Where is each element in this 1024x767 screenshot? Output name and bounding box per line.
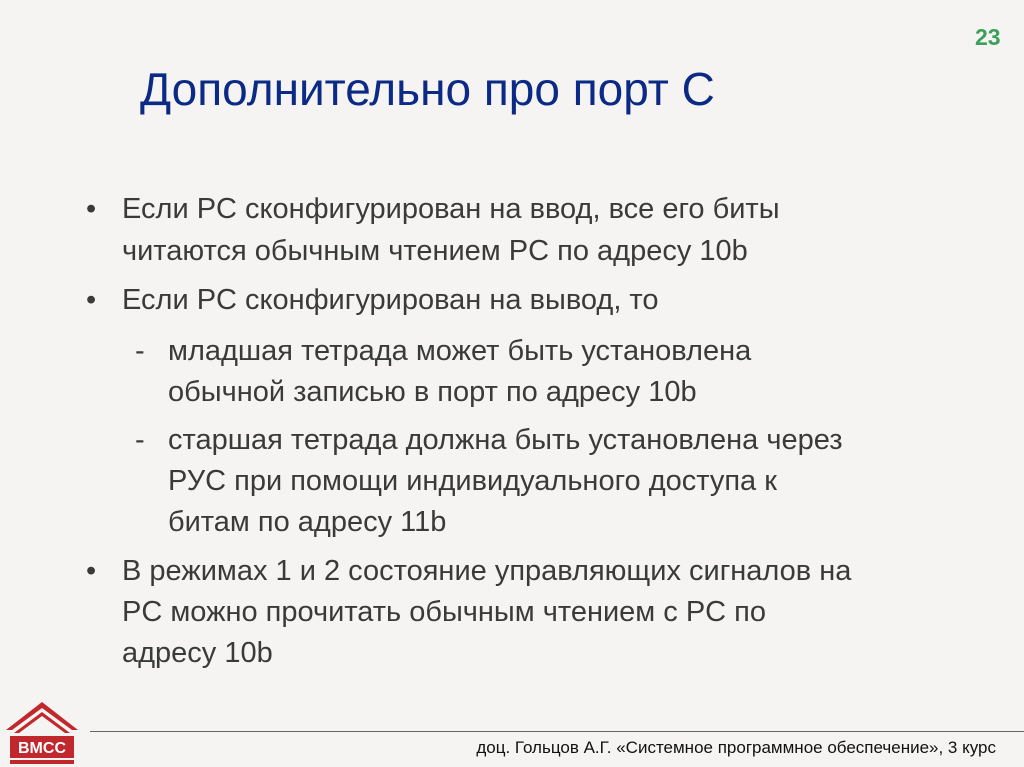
- sub-bullet-line: битам по адресу 11b: [168, 506, 447, 538]
- sub-bullet-marker: -: [135, 335, 145, 367]
- bullet-line: Если PC сконфигурирован на вывод, то: [122, 284, 659, 316]
- sub-bullet-line: младшая тетрада может быть установлена: [168, 335, 752, 367]
- footer-divider: [90, 731, 1024, 732]
- bullet-line: адресу 10b: [122, 637, 273, 669]
- bullet-marker: •: [86, 284, 97, 316]
- bullet-line: PC можно прочитать обычным чтением с PC по: [122, 596, 767, 628]
- slide-title: Дополнительно про порт С: [140, 63, 715, 115]
- bullet-line: Если PC сконфигурирован на ввод, все его биты: [122, 193, 780, 225]
- footer-text: доц. Гольцов А.Г. «Системное программное обеспечение», 3 курс: [476, 738, 996, 757]
- bullet-marker: •: [86, 555, 97, 587]
- sub-bullet-line: обычной записью в порт по адресу 10b: [168, 376, 697, 408]
- sub-bullet-line: старшая тетрада должна быть установлена через: [168, 424, 843, 456]
- bullet-marker: •: [86, 193, 97, 225]
- slide-number: 23: [975, 24, 1001, 50]
- bullet-line: читаются обычным чтением PC по адресу 10b: [122, 235, 748, 267]
- vmss-logo: [4, 700, 80, 767]
- sub-bullet-line: РУС при помощи индивидуального доступа к: [168, 465, 777, 497]
- sub-bullet-marker: -: [135, 424, 145, 456]
- logo-text: ВМСС: [18, 740, 66, 757]
- bullet-line: В режимах 1 и 2 состояние управляющих сигналов на: [122, 555, 852, 587]
